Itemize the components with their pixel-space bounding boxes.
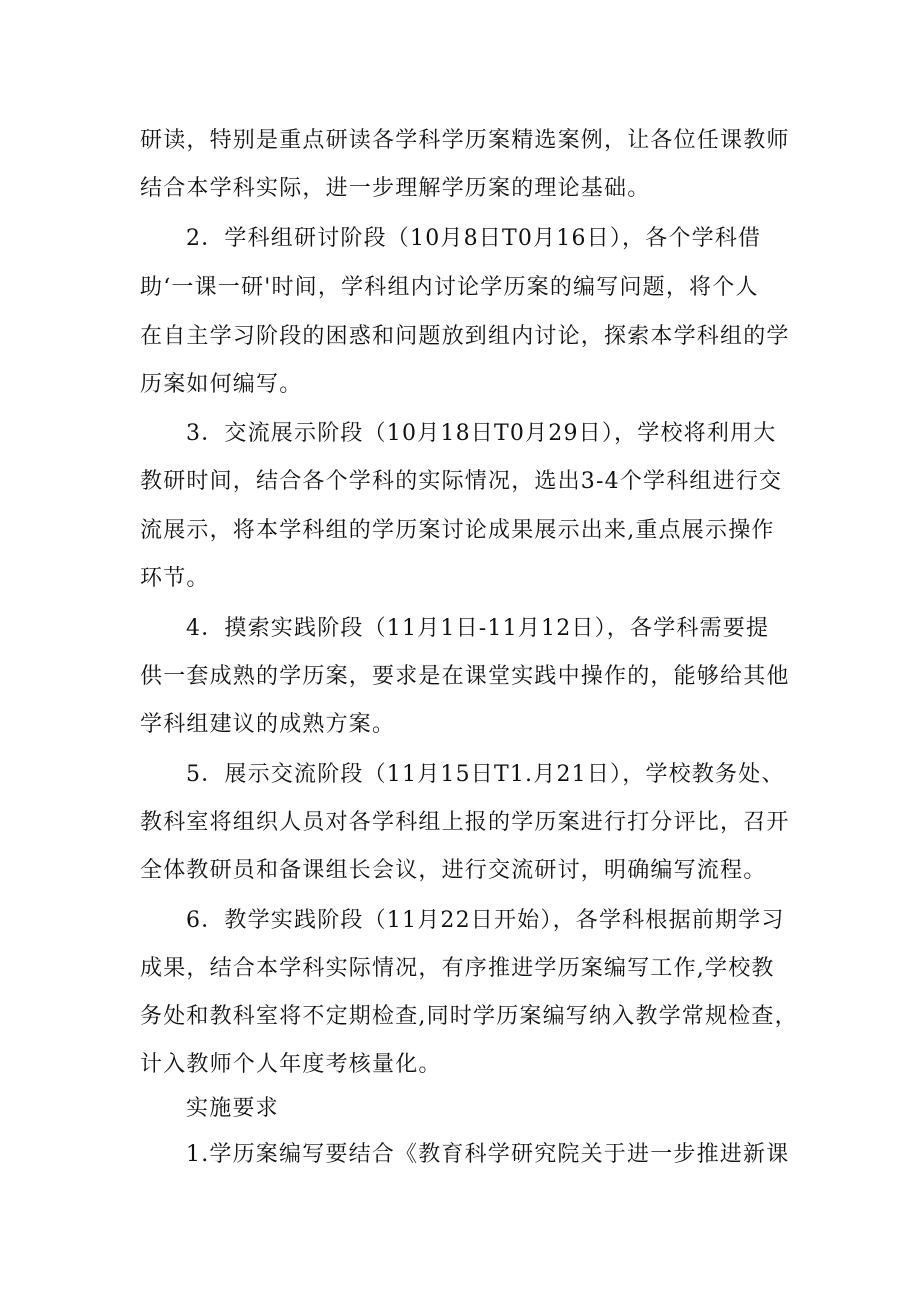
paragraph-line: 5．展示交流阶段（11月15日T1.月21日），学校教务处、 (186, 762, 785, 787)
paragraph-line: 6．教学实践阶段（11月22日开始），各学科根据前期学习 (186, 908, 785, 933)
paragraph-line: 在自主学习阶段的困惑和问题放到组内讨论，探索本学科组的学 (140, 324, 790, 349)
paragraph-line: 学科组建议的成熟方案。 (140, 712, 396, 737)
paragraph-line: 结合本学科实际，进一步理解学历案的理论基础。 (140, 176, 651, 201)
paragraph-line: 2．学科组研讨阶段（10月8日T0月16日），各个学科借 (186, 226, 762, 251)
paragraph-line: 全体教研员和备课组长会议，进行交流研讨，明确编写流程。 (140, 858, 767, 883)
paragraph-line: 研读，特别是重点研读各学科学历案精选案例，让各位任课教师 (140, 128, 790, 153)
paragraph-line: 环节。 (140, 566, 210, 591)
paragraph-line: 教科室将组织人员对各学科组上报的学历案进行打分评比，召开 (140, 810, 790, 835)
paragraph-line: 助‘一课一研'时间，学科组内讨论学历案的编写问题，将个人 (140, 275, 759, 300)
paragraph-line: 历案如何编写。 (140, 372, 303, 397)
paragraph-line: 流展示，将本学科组的学历案讨论成果展示出来,重点展示操作 (140, 518, 775, 543)
paragraph-line: 4．摸索实践阶段（11月1日-11月12日），各学科需要提 (186, 616, 770, 641)
paragraph-line: 供一套成熟的学历案，要求是在课堂实践中操作的，能够给其他 (140, 664, 790, 689)
paragraph-line: 务处和教科室将不定期检查,同时学历案编写纳入教学常规检查， (140, 1004, 798, 1029)
paragraph-line: 计入教师个人年度考核量化。 (140, 1052, 442, 1077)
paragraph-line: 成果，结合本学科实际情况，有序推进学历案编写工作,学校教 (140, 956, 775, 981)
section-heading: 实施要求 (186, 1096, 279, 1121)
paragraph-line: 教研时间，结合各个学科的实际情况，选出3-4个学科组进行交 (140, 469, 783, 494)
paragraph-line: 1.学历案编写要结合《教育科学研究院关于进一步推进新课 (186, 1142, 790, 1167)
paragraph-line: 3．交流展示阶段（10月18日T0月29日），学校将利用大 (186, 421, 777, 446)
